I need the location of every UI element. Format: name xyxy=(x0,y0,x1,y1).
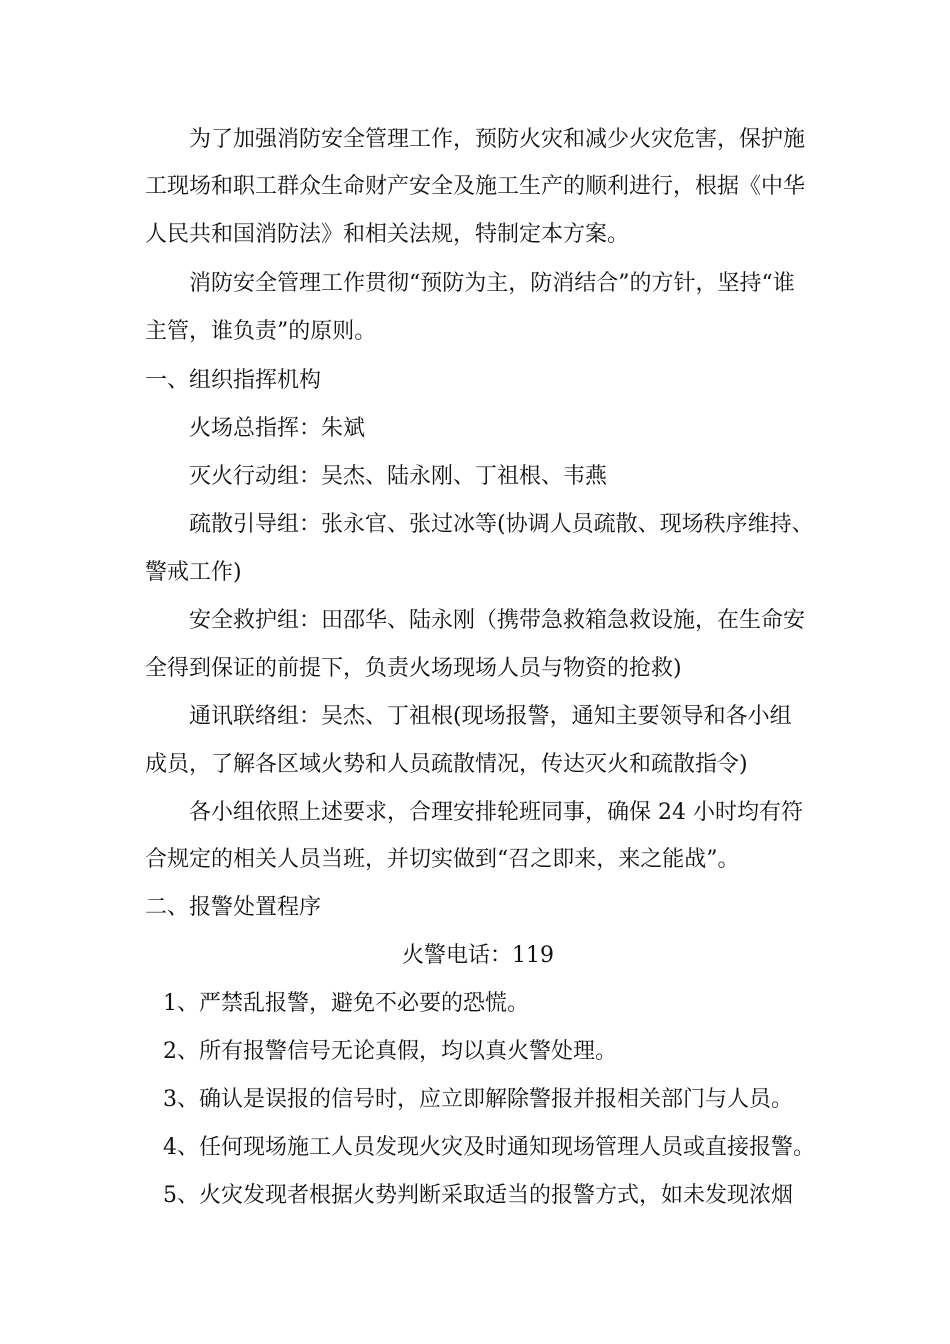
communication-group-line-1: 通讯联络组：吴杰、丁祖根(现场报警，通知主要领导和各小组 xyxy=(189,704,792,729)
commander-line: 火场总指挥：朱斌 xyxy=(189,416,366,441)
intro-paragraph-line-3: 人民共和国消防法》和相关法规，特制定本方案。 xyxy=(145,222,630,247)
firefighting-group-line: 灭火行动组：吴杰、陆永刚、丁祖根、韦燕 xyxy=(189,464,608,489)
intro-paragraph-line-1: 为了加强消防安全管理工作，预防火灾和减少火灾危害，保护施 xyxy=(189,127,806,152)
rule-item-5: 5、火灾发现者根据火势判断采取适当的报警方式，如未发现浓烟 xyxy=(163,1183,793,1208)
evacuation-group-line-1: 疏散引导组：张永官、张过冰等(协调人员疏散、现场秩序维持、 xyxy=(189,512,814,537)
rescue-group-line-1: 安全救护组：田邵华、陆永刚（携带急救箱急救设施，在生命安 xyxy=(189,608,806,633)
shift-paragraph-line-1: 各小组依照上述要求，合理安排轮班同事，确保 24 小时均有符 xyxy=(189,800,803,825)
policy-paragraph-line-2: 主管，谁负责”的原则。 xyxy=(145,319,377,344)
rule-item-1: 1、严禁乱报警，避免不必要的恐慌。 xyxy=(163,991,529,1016)
communication-group-line-2: 成员，了解各区域火势和人员疏散情况，传达灭火和疏散指令) xyxy=(145,752,748,777)
rule-item-3: 3、确认是误报的信号时，应立即解除警报并报相关部门与人员。 xyxy=(163,1087,793,1112)
rule-item-2: 2、所有报警信号无论真假，均以真火警处理。 xyxy=(163,1039,617,1064)
policy-paragraph-line-1: 消防安全管理工作贯彻“预防为主，防消结合”的方针，坚持“谁 xyxy=(189,271,795,296)
fire-phone-line: 火警电话：119 xyxy=(402,943,554,968)
section-1-title: 一、组织指挥机构 xyxy=(145,368,322,393)
rescue-group-line-2: 全得到保证的前提下，负责火场现场人员与物资的抢救) xyxy=(145,656,682,681)
shift-paragraph-line-2: 合规定的相关人员当班，并切实做到“召之即来，来之能战”。 xyxy=(145,847,740,872)
intro-paragraph-line-2: 工现场和职工群众生命财产安全及施工生产的顺利进行，根据《中华 xyxy=(145,174,806,199)
rule-item-4: 4、任何现场施工人员发现火灾及时通知现场管理人员或直接报警。 xyxy=(163,1135,815,1160)
evacuation-group-line-2: 警戒工作) xyxy=(145,560,242,585)
section-2-title: 二、报警处置程序 xyxy=(145,895,322,920)
